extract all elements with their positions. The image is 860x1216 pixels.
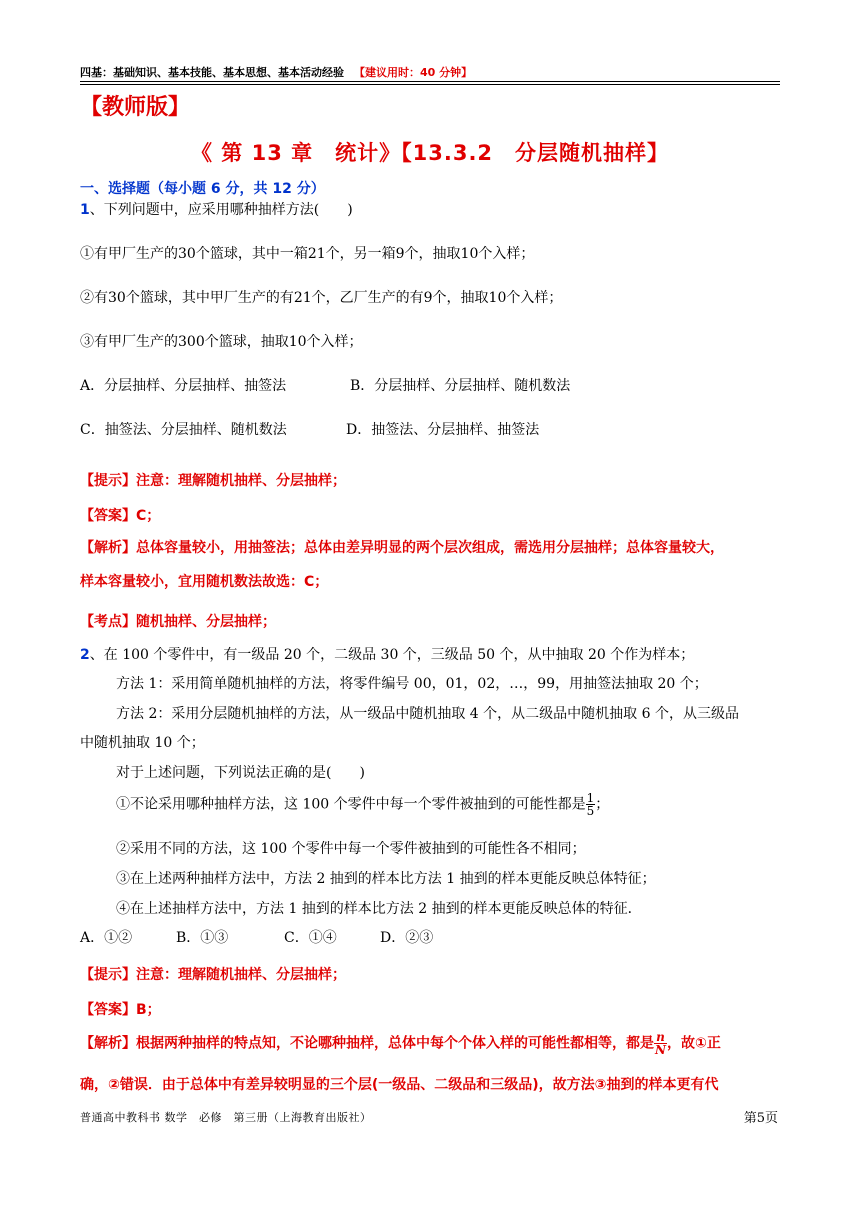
page-header [80, 64, 472, 80]
q1-point-tag: 【考点】 [80, 614, 136, 630]
fraction-n-over-N [654, 1031, 667, 1056]
q1-item-1: ①有甲厂生产的30个篮球，其中一箱21个，另一箱9个，抽取10个入样； [80, 246, 535, 262]
q1-analysis-text-1: 总体容量较小，用抽签法；总体由差异明显的两个层次组成，需选用分层抽样；总体容量较大， [136, 540, 724, 556]
q2-analysis-line-1 [80, 1031, 721, 1056]
q2-analysis-line-2: 确，②错误．由于总体中有差异较明显的三个层(一级品、二级品和三级品)，故方法③抽到的样本更有代 [80, 1077, 719, 1093]
q1-option-c: C．抽签法、分层抽样、随机数法 [80, 422, 287, 438]
q1-option-d: D．抽签法、分层抽样、抽签法 [346, 422, 540, 438]
frac-denominator: N [655, 1043, 666, 1057]
q2-answer-tag: 【答案】 [80, 1002, 136, 1018]
q2-method-1: 方法 1：采用简单随机抽样的方法，将零件编号 00，01，02，…，99，用抽签法抽取 20 个； [116, 676, 708, 692]
q2-method-2-line-1: 方法 2：采用分层随机抽样的方法，从一级品中随机抽取 4 个，从二级品中随机抽取 6 个，从三级品 [116, 706, 739, 722]
page-title: 《 第 13 章 统计》【13.3.2 分层随机抽样】 [190, 141, 670, 165]
q2-statement-4: ④在上述抽样方法中，方法 1 抽到的样本比方法 2 抽到的样本更能反映总体的特征． [116, 901, 642, 917]
section-heading: 一、选择题（每小题 6 分，共 12 分） [80, 181, 325, 197]
q1-analysis-line-1 [80, 537, 724, 557]
q2-stem [80, 644, 694, 664]
q2-statement-1-text: ①不论采用哪种抽样方法，这 100 个零件中每一个零件被抽到的可能性都是 [116, 796, 586, 813]
q1-number: 1 [80, 202, 90, 218]
frac-numerator: n [654, 1031, 667, 1044]
header-rule-thin [80, 84, 780, 85]
q1-analysis-tag: 【解析】 [80, 540, 136, 556]
q1-answer-text: C； [136, 508, 161, 524]
q2-number: 2 [80, 647, 90, 663]
q1-analysis-line-2: 样本容量较小，宜用随机数法故选：C； [80, 574, 329, 590]
q1-options-row-1 [80, 375, 570, 395]
q2-answer-text: B； [136, 1002, 161, 1018]
q1-answer [80, 505, 160, 525]
q2-option-c: C．①④ [284, 930, 337, 946]
q2-option-a: A．①② [80, 930, 133, 946]
header-left: 四基：基础知识、基本技能、基本思想、基本活动经验 [80, 66, 344, 79]
q2-hint [80, 964, 346, 984]
q2-statement-1 [116, 792, 609, 817]
frac-denominator: 5 [586, 804, 595, 818]
q1-point-text: 随机抽样、分层抽样； [136, 614, 276, 630]
q1-item-3: ③有甲厂生产的300个篮球，抽取10个入样； [80, 334, 363, 350]
q2-statement-3: ③在上述两种抽样方法中，方法 2 抽到的样本比方法 1 抽到的样本更能反映总体特征； [116, 871, 656, 887]
q2-answer [80, 999, 161, 1019]
q2-option-d: D．②③ [380, 930, 434, 946]
q1-item-2: ②有30个篮球，其中甲厂生产的有21个，乙厂生产的有9个，抽取10个入样； [80, 290, 563, 306]
q1-options-row-2 [80, 419, 539, 439]
header-suggested-time: 【建议用时：40 分钟】 [354, 66, 473, 79]
q2-options-row [80, 927, 433, 947]
q2-method-2-line-2: 中随机抽取 10 个； [80, 735, 205, 751]
q1-stem [80, 199, 353, 219]
q1-option-a: A．分层抽样、分层抽样、抽签法 [80, 378, 287, 394]
footer-book-info: 普通高中教科书 数学 必修 第三册（上海教育出版社） [80, 1111, 372, 1124]
q2-hint-text: 注意：理解随机抽样、分层抽样； [136, 967, 346, 983]
edition-label: 【教师版】 [80, 95, 191, 120]
q2-statement-2: ②采用不同的方法，这 100 个零件中每一个零件被抽到的可能性各不相同； [116, 841, 586, 857]
q2-analysis-tag: 【解析】 [80, 1035, 136, 1052]
q2-statement-1-end: ； [595, 796, 610, 813]
frac-numerator: 1 [586, 791, 595, 805]
q1-option-b: B．分层抽样、分层抽样、随机数法 [350, 378, 571, 394]
q2-analysis-text-1: 根据两种抽样的特点知，不论哪种抽样，总体中每个个体入样的可能性都相等，都是 [136, 1035, 654, 1052]
q1-hint-tag: 【提示】 [80, 473, 136, 489]
q2-ask: 对于上述问题，下列说法正确的是( ) [116, 765, 365, 781]
q1-stem-text: 、下列问题中，应采用哪种抽样方法( ) [89, 202, 353, 218]
q2-stem-text: 、在 100 个零件中，有一级品 20 个，二级品 30 个，三级品 50 个，从中抽取 20 个作为样本； [89, 647, 695, 663]
fraction-one-fifth [586, 792, 596, 817]
page-number: 第5页 [743, 1111, 778, 1126]
q2-option-b: B．①③ [176, 930, 229, 946]
q2-analysis-text-1-end: ，故①正 [666, 1035, 721, 1052]
q1-point [80, 611, 276, 631]
q1-hint [80, 470, 346, 490]
q1-hint-text: 注意：理解随机抽样、分层抽样； [136, 473, 346, 489]
header-rule [80, 81, 780, 82]
q2-hint-tag: 【提示】 [80, 967, 136, 983]
q1-answer-tag: 【答案】 [80, 508, 136, 524]
